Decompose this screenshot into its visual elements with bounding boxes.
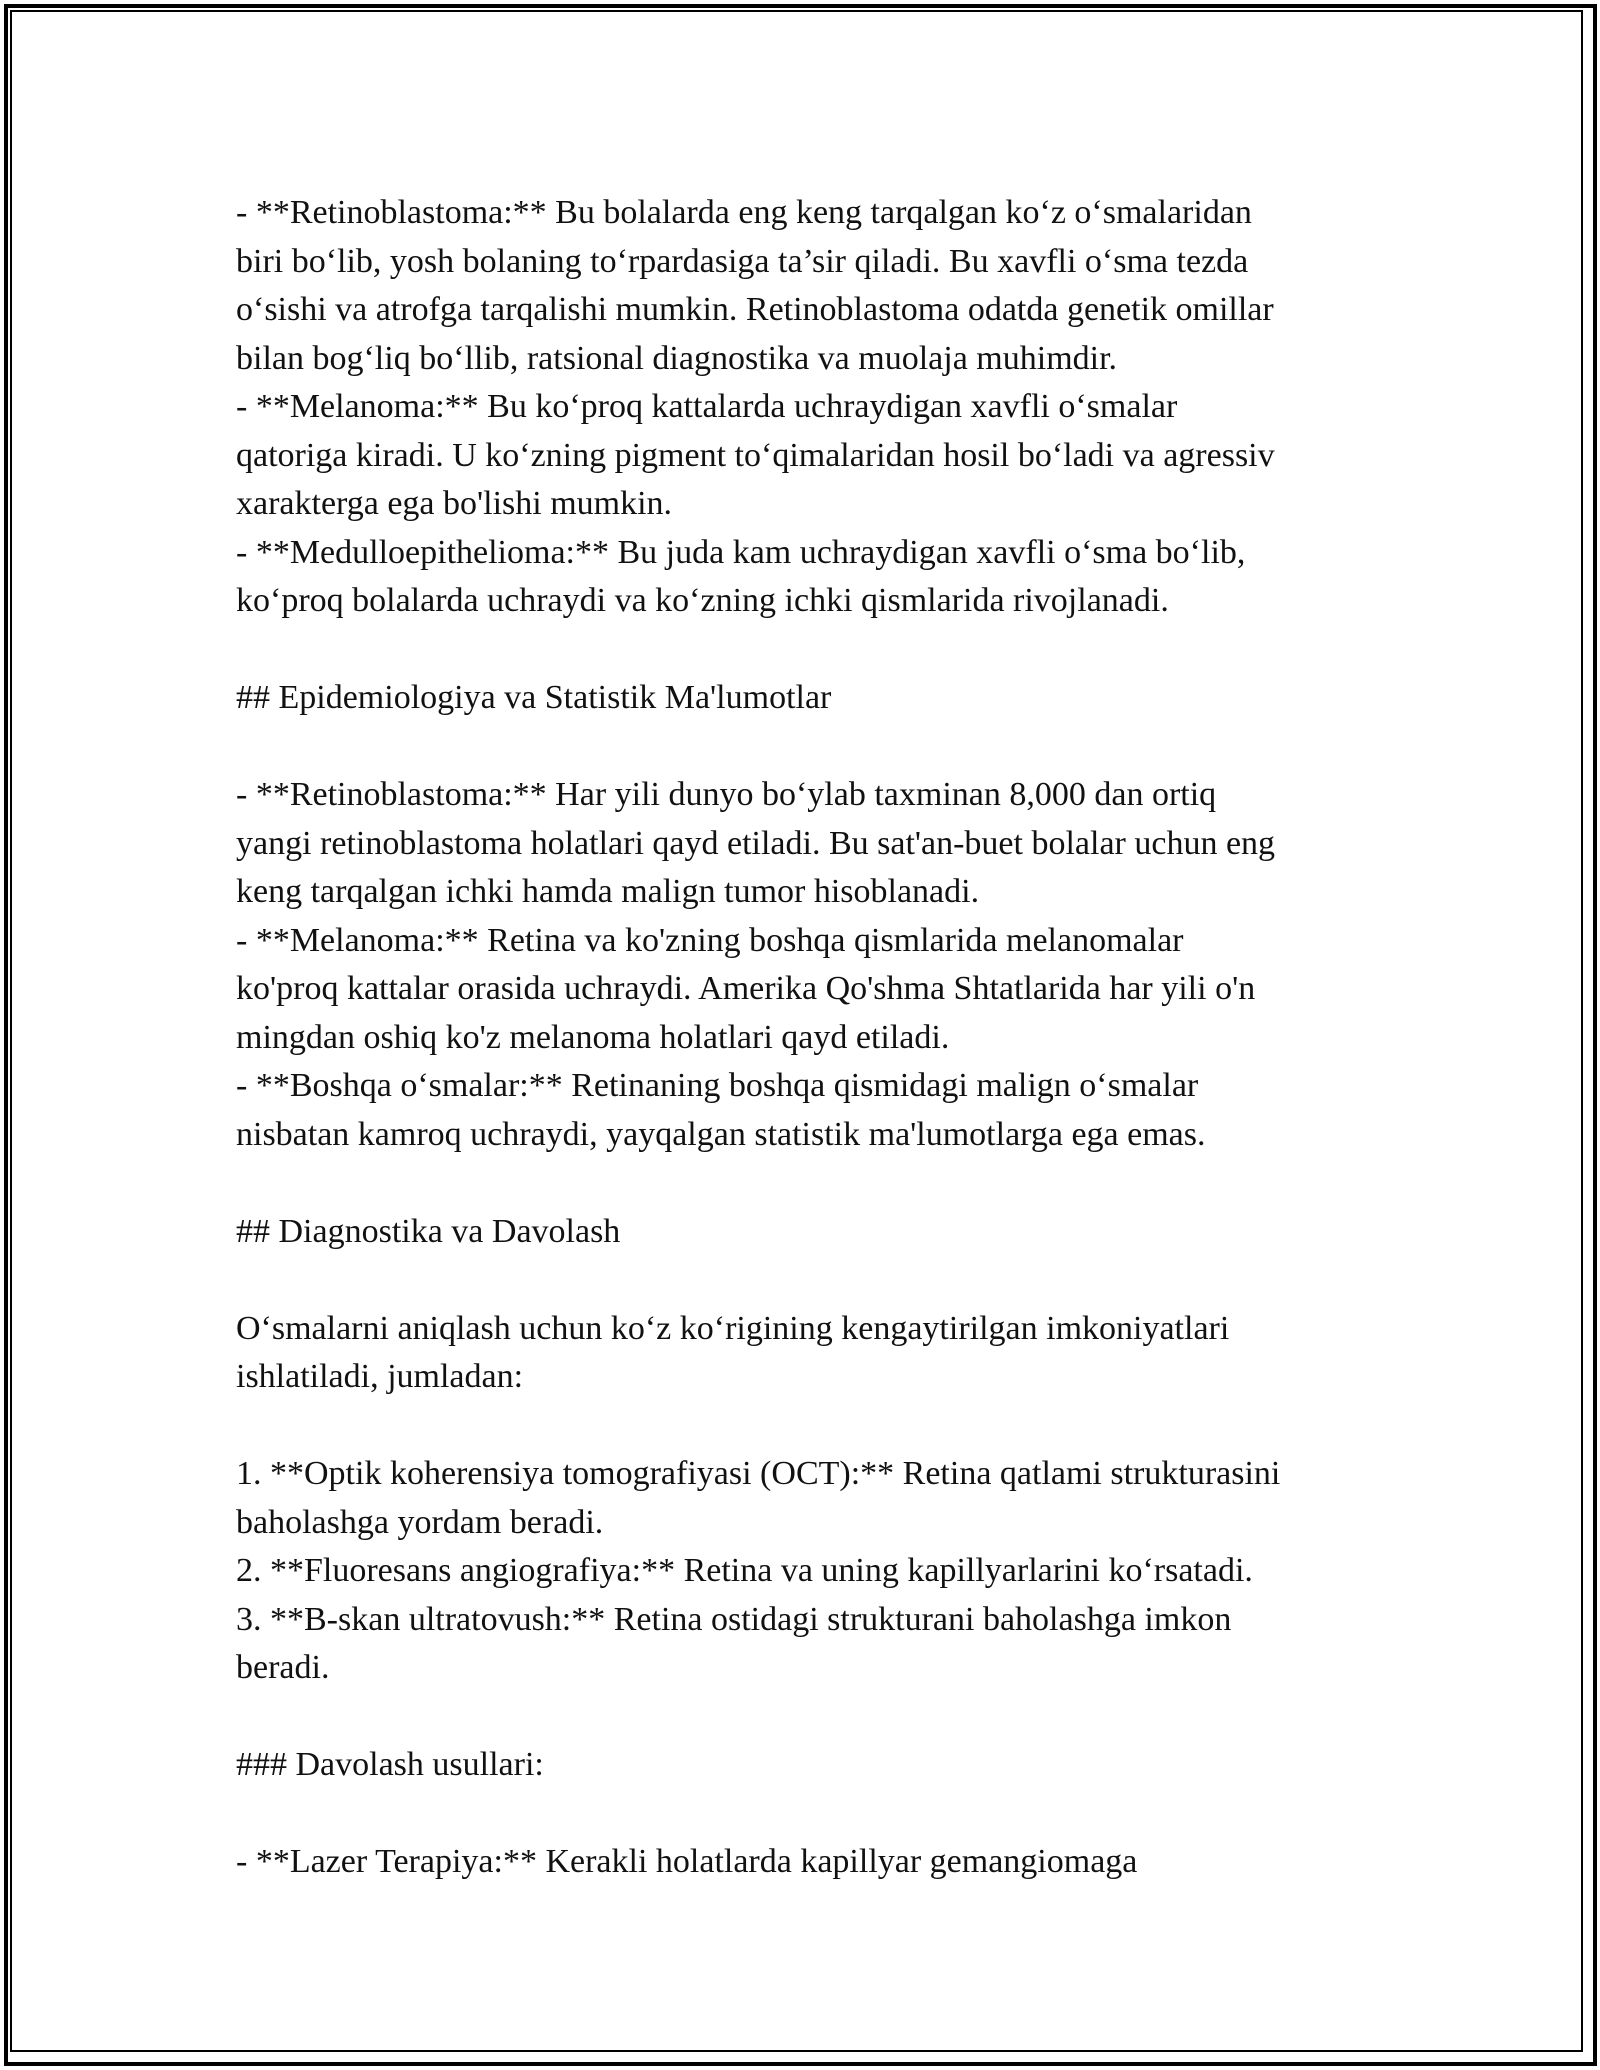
text-line: o‘sishi va atrofga tarqalishi mumkin. Retinoblastoma odatda genetik omillar xyxy=(236,291,1274,328)
text-line: qatoriga kiradi. U ko‘zning pigment to‘qimalaridan hosil bo‘ladi va agressiv xyxy=(236,436,1275,474)
text-line: - **Medulloepithelioma:** Bu juda kam uchraydigan xavfli o‘sma bo‘lib, xyxy=(236,533,1246,571)
text-line: - **Retinoblastoma:** Bu bolalarda eng keng tarqalgan ko‘z o‘smalaridan xyxy=(236,194,1252,231)
document-body xyxy=(236,189,1416,1887)
text-line: baholashga yordam beradi. xyxy=(236,1503,604,1541)
text-line: O‘smalarni aniqlash uchun ko‘z ko‘rigining kengaytirilgan imkoniyatlari xyxy=(236,1309,1230,1347)
text-line: mingdan oshiq ko'z melanoma holatlari qayd etiladi. xyxy=(236,1018,950,1056)
text-line: 1. **Optik koherensiya tomografiyasi (OCT):** Retina qatlami strukturasini xyxy=(236,1455,1281,1492)
text-line: - **Retinoblastoma:** Har yili dunyo bo‘ylab taxminan 8,000 dan ortiq xyxy=(236,776,1217,813)
section-heading: ## Epidemiologiya va Statistik Ma'lumotlar xyxy=(236,679,832,716)
text-line: beradi. xyxy=(236,1649,330,1686)
text-line: biri bo‘lib, yosh bolaning to‘rpardasiga ta’sir qiladi. Bu xavfli o‘sma tezda xyxy=(236,242,1249,280)
text-line: ko‘proq bolalarda uchraydi va ko‘zning ichki qismlarida rivojlanadi. xyxy=(236,582,1169,619)
text-line: 3. **B-skan ultratovush:** Retina ostidagi strukturani baholashga imkon xyxy=(236,1600,1232,1638)
blank-line xyxy=(236,723,1416,772)
text-line: xarakterga ega bo'lishi mumkin. xyxy=(236,485,673,522)
text-line: - **Lazer Terapiya:** Kerakli holatlarda kapillyar gemangiomaga xyxy=(236,1843,1138,1880)
text-line: keng tarqalgan ichki hamda malign tumor hisoblanadi. xyxy=(236,873,980,910)
section-heading: ### Davolash usullari: xyxy=(236,1746,544,1783)
blank-line xyxy=(236,626,1416,675)
blank-line xyxy=(236,1402,1416,1451)
blank-line xyxy=(236,1256,1416,1305)
blank-line xyxy=(236,1159,1416,1208)
blank-line xyxy=(236,1790,1416,1839)
text-line: - **Melanoma:** Bu ko‘proq kattalarda uchraydigan xavfli o‘smalar xyxy=(236,388,1178,425)
blank-line xyxy=(236,1693,1416,1742)
text-line: yangi retinoblastoma holatlari qayd etiladi. Bu sat'an-buet bolalar uchun eng xyxy=(236,824,1276,862)
text-line: bilan bog‘liq bo‘llib, ratsional diagnostika va muolaja muhimdir. xyxy=(236,339,1118,377)
text-line: nisbatan kamroq uchraydi, yayqalgan statistik ma'lumotlarga ega emas. xyxy=(236,1115,1206,1153)
text-line: - **Melanoma:** Retina va ko'zning boshqa qismlarida melanomalar xyxy=(236,921,1184,959)
text-line: ko'proq kattalar orasida uchraydi. Amerika Qo'shma Shtatlarida har yili o'n xyxy=(236,970,1256,1007)
text-line: 2. **Fluoresans angiografiya:** Retina va uning kapillyarlarini ko‘rsatadi. xyxy=(236,1552,1253,1589)
text-line: - **Boshqa o‘smalar:** Retinaning boshqa qismidagi malign o‘smalar xyxy=(236,1067,1199,1104)
section-heading: ## Diagnostika va Davolash xyxy=(236,1212,621,1250)
text-line: ishlatiladi, jumladan: xyxy=(236,1358,524,1395)
